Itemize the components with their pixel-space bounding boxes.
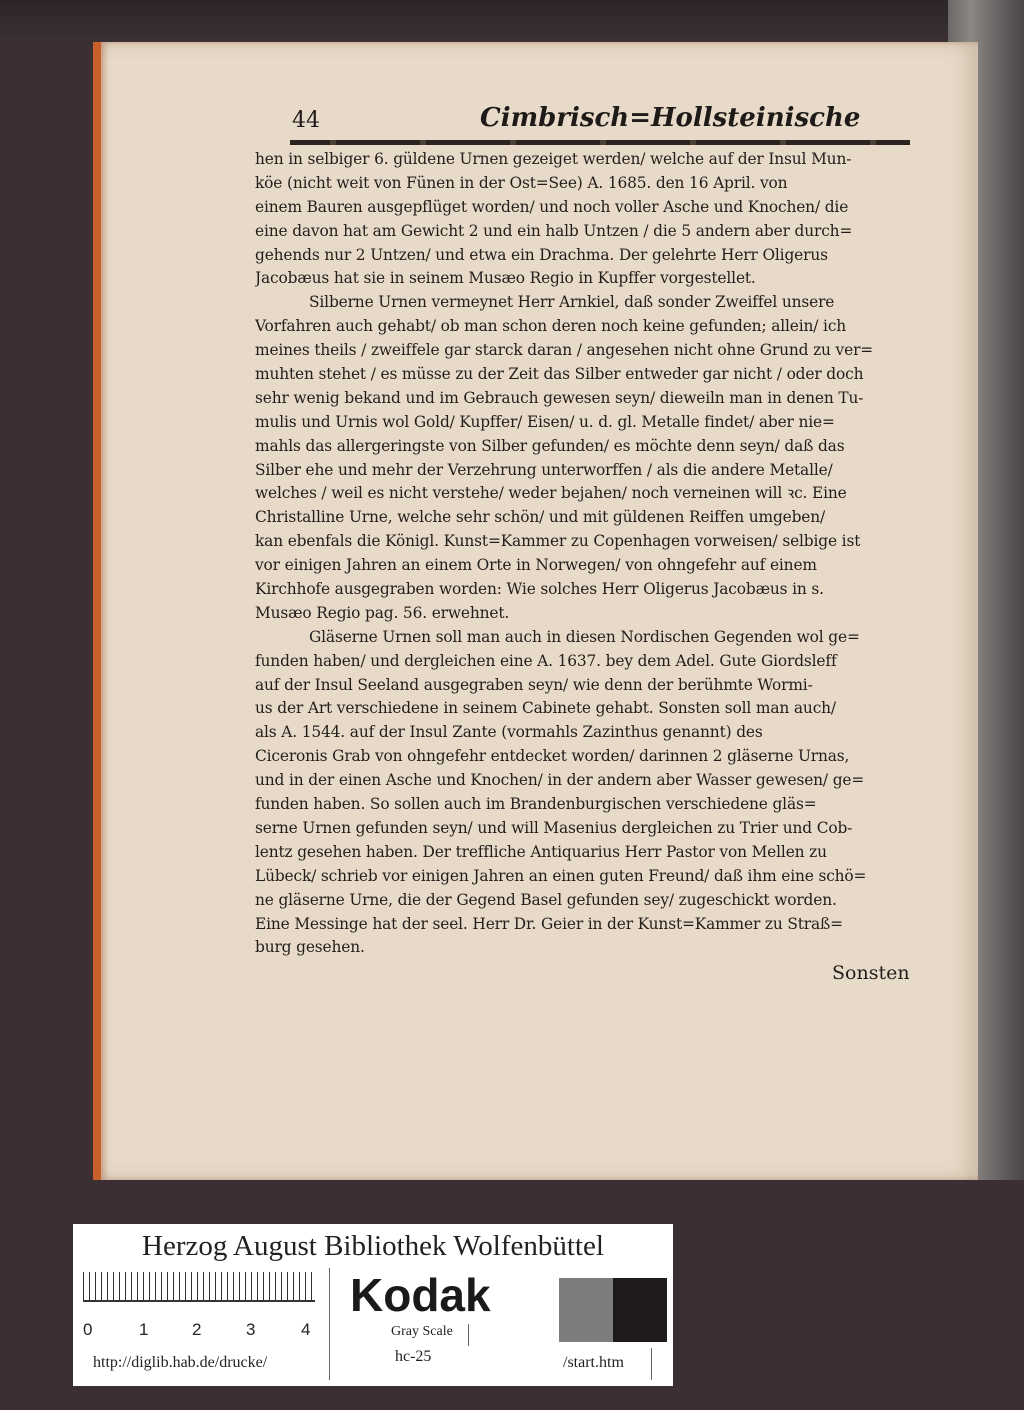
running-head: Cimbrisch=Hollsteinische bbox=[480, 103, 861, 133]
catchword: Sonsten bbox=[832, 962, 910, 984]
text-line: Eine Messinge hat der seel. Herr Dr. Geier in der Kunst=Kammer zu Straß= bbox=[255, 914, 843, 933]
text-line: auf der Insul Seeland ausgegraben seyn/ wie denn der berühmte Wormi- bbox=[255, 675, 813, 694]
text-line: funden haben. So sollen auch im Brandenburgischen verschiedene gläs= bbox=[255, 795, 817, 814]
text-line: meines theils / zweiffele gar starck daran / angesehen nicht ohne Grund zu ver= bbox=[255, 341, 874, 360]
gray-swatch bbox=[559, 1278, 613, 1342]
text-line: sehr wenig bekand und im Gebrauch gewesen seyn/ dieweiln man in denen Tu- bbox=[255, 388, 864, 407]
ruler-number: 4 bbox=[301, 1320, 311, 1339]
text-line: hen in selbiger 6. güldene Urnen gezeiget werden/ welche auf der Insul Mun- bbox=[255, 150, 852, 168]
text-line: funden haben/ und dergleichen eine A. 1637. bey dem Adel. Gute Giordsleff bbox=[255, 651, 837, 670]
divider bbox=[651, 1348, 652, 1380]
measurement-ruler bbox=[83, 1272, 315, 1302]
ruler-number: 3 bbox=[246, 1320, 256, 1339]
text-line: Musæo Regio pag. 56. erwehnet. bbox=[255, 603, 510, 622]
text-line: Ciceronis Grab von ohngefehr entdecket worden/ darinnen 2 gläserne Urnas, bbox=[255, 747, 850, 766]
text-line: einem Bauren ausgepflüget worden/ und noch voller Asche und Knochen/ die bbox=[255, 197, 849, 216]
text-line: vor einigen Jahren an einem Orte in Norwegen/ von ohngefehr auf einem bbox=[255, 556, 817, 575]
text-line: als A. 1544. auf der Insul Zante (vormahls Zazinthus genannt) des bbox=[255, 723, 763, 742]
text-line: serne Urnen gefunden seyn/ und will Masenius dergleichen zu Trier und Cob- bbox=[255, 818, 853, 837]
text-line: Lübeck/ schrieb vor einigen Jahren an einen guten Freund/ daß ihm eine schö= bbox=[255, 866, 867, 885]
body-text bbox=[255, 148, 910, 960]
text-line: kan ebenfals die Königl. Kunst=Kammer zu Copenhagen vorweisen/ selbige ist bbox=[255, 532, 861, 551]
text-line: Silber ehe und mehr der Verzehrung unterworffen / als die andere Metalle/ bbox=[255, 460, 833, 479]
text-line: Kirchhofe ausgegraben worden: Wie solches Herr Oligerus Jacobæus in s. bbox=[255, 580, 824, 599]
ruler-number: 1 bbox=[139, 1320, 149, 1339]
text-line: Gläserne Urnen soll man auch in diesen Nordischen Gegenden wol ge= bbox=[309, 627, 860, 646]
url-left: http://diglib.hab.de/drucke/ bbox=[93, 1354, 268, 1371]
ruler-number: 2 bbox=[192, 1320, 202, 1339]
header-rule bbox=[290, 140, 910, 145]
color-target-card bbox=[73, 1224, 673, 1386]
text-line: und in der einen Asche und Knochen/ in der andern aber Wasser gewesen/ ge= bbox=[255, 771, 865, 790]
library-name: Herzog August Bibliothek Wolfenbüttel bbox=[142, 1230, 604, 1262]
text-line: ne gläserne Urne, die der Gegend Basel gefunden sey/ zugeschickt worden. bbox=[255, 890, 837, 909]
black-swatch bbox=[613, 1278, 667, 1342]
text-line: Silberne Urnen vermeynet Herr Arnkiel, daß sonder Zweiffel unsere bbox=[309, 293, 835, 312]
page-number: 44 bbox=[292, 108, 320, 133]
text-line: köe (nicht weit von Fünen in der Ost=See) A. 1685. den 16 April. von bbox=[255, 173, 788, 192]
divider bbox=[329, 1268, 330, 1380]
text-line: burg gesehen. bbox=[255, 938, 365, 957]
text-line: mahls das allergeringste von Silber gefunden/ es möchte denn seyn/ daß das bbox=[255, 436, 845, 455]
text-line: us der Art verschiedene in seinem Cabinete gehabt. Sonsten soll man auch/ bbox=[255, 699, 836, 718]
text-line: Vorfahren auch gehabt/ ob man schon deren noch keine gefunden; allein/ ich bbox=[255, 317, 847, 336]
ruler-number: 0 bbox=[83, 1320, 93, 1339]
gray-scale-label: Gray Scale bbox=[391, 1324, 453, 1339]
text-line: eine davon hat am Gewicht 2 und ein halb Untzen / die 5 andern aber durch= bbox=[255, 221, 853, 240]
text-line: welches / weil es nicht verstehe/ weder bejahen/ noch verneinen will ꝛc. Eine bbox=[255, 484, 847, 503]
text-line: gehends nur 2 Untzen/ und etwa ein Drachma. Der gelehrte Herr Oligerus bbox=[255, 245, 828, 264]
text-line: muhten stehet / es müsse zu der Zeit das Silber entweder gar nicht / oder doch bbox=[255, 365, 864, 384]
text-line: Jacobæus hat sie in seinem Musæo Regio in Kupffer vorgestellet. bbox=[255, 269, 756, 288]
url-right: /start.htm bbox=[563, 1354, 624, 1371]
divider bbox=[468, 1324, 469, 1346]
text-line: Christalline Urne, welche sehr schön/ und mit güldenen Reiffen umgeben/ bbox=[255, 508, 826, 527]
kodak-logo: Kodak bbox=[350, 1269, 491, 1321]
text-line: lentz gesehen haben. Der treffliche Antiquarius Herr Pastor von Mellen zu bbox=[255, 842, 827, 861]
scanner-frame-top bbox=[0, 0, 1024, 40]
text-line: mulis und Urnis wol Gold/ Kupffer/ Eisen/ u. d. gl. Metalle findet/ aber nie= bbox=[255, 412, 835, 431]
url-mid: hc-25 bbox=[395, 1348, 432, 1365]
